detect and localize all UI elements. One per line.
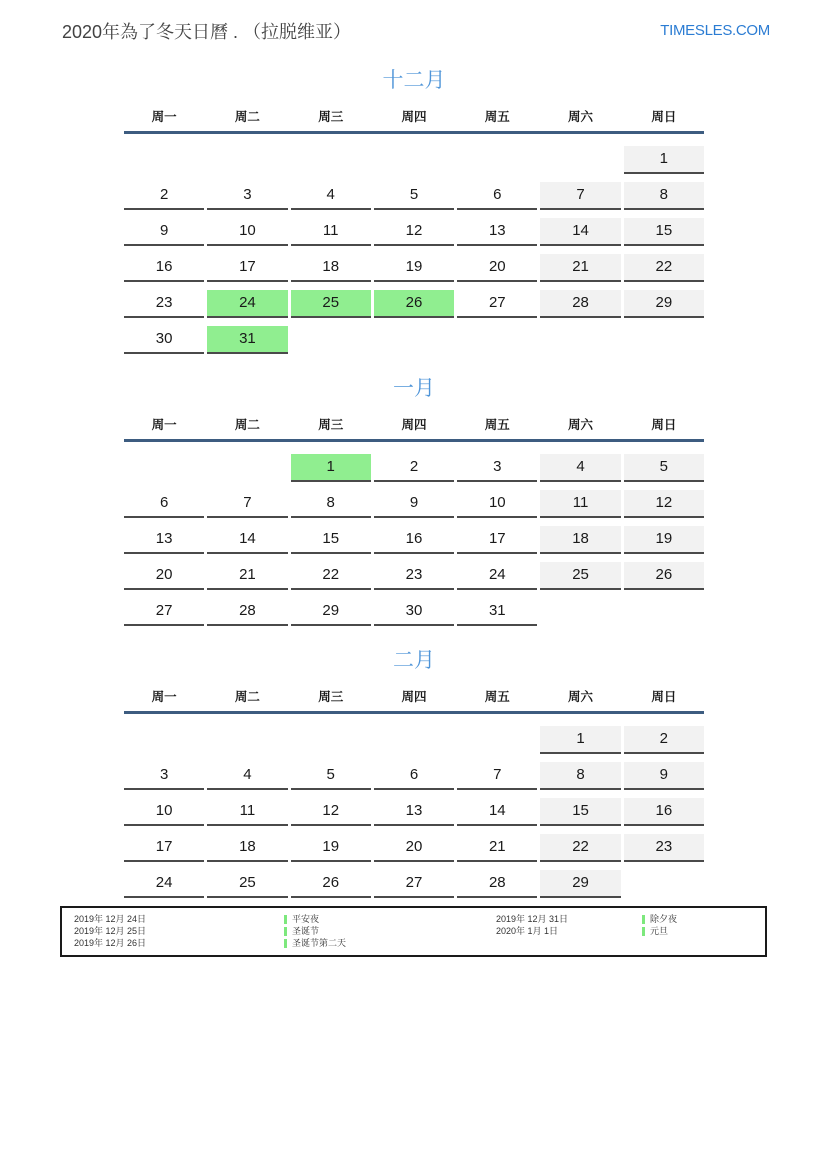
day-cell: 13 <box>457 218 537 246</box>
day-cell: 27 <box>457 290 537 318</box>
day-cell: 12 <box>291 798 371 826</box>
legend-holiday-text: 圣诞节 <box>292 926 320 936</box>
day-cell: 23 <box>124 290 204 318</box>
weekday-label: 周四 <box>401 690 427 704</box>
month-title: 十二月 <box>382 69 446 92</box>
weekday-label: 周日 <box>651 690 677 704</box>
legend-holiday <box>642 925 677 937</box>
month-grid <box>124 726 704 898</box>
empty-cell <box>540 146 620 174</box>
day-cell: 5 <box>624 454 704 482</box>
day-cell: 31 <box>457 598 537 626</box>
day-cell: 2 <box>624 726 704 754</box>
legend-holiday <box>284 913 346 925</box>
empty-cell <box>124 726 204 754</box>
weekday-label: 周六 <box>568 418 594 432</box>
weekday-label: 周四 <box>401 110 427 124</box>
day-cell: 7 <box>207 490 287 518</box>
day-cell: 28 <box>457 870 537 898</box>
day-cell: 25 <box>540 562 620 590</box>
weekday-label: 周一 <box>151 110 177 124</box>
day-cell: 22 <box>624 254 704 282</box>
day-cell: 17 <box>207 254 287 282</box>
legend-holiday <box>642 913 677 925</box>
day-cell: 23 <box>624 834 704 862</box>
day-cell: 18 <box>540 526 620 554</box>
site-logo-link[interactable]: TIMESLES.COM <box>660 22 770 39</box>
day-cell: 6 <box>124 490 204 518</box>
day-cell: 24 <box>207 290 287 318</box>
day-cell: 22 <box>291 562 371 590</box>
weekday-label: 周五 <box>484 110 510 124</box>
empty-cell <box>540 326 620 354</box>
day-cell: 15 <box>624 218 704 246</box>
day-cell: 23 <box>374 562 454 590</box>
day-cell: 28 <box>540 290 620 318</box>
empty-cell <box>291 726 371 754</box>
holiday-marker-icon <box>642 927 645 936</box>
legend-holiday-text: 圣诞节第二天 <box>292 938 347 948</box>
day-cell: 3 <box>457 454 537 482</box>
day-cell: 28 <box>207 598 287 626</box>
empty-cell <box>124 146 204 174</box>
day-cell: 5 <box>291 762 371 790</box>
day-cell: 12 <box>374 218 454 246</box>
day-cell: 10 <box>457 490 537 518</box>
empty-cell <box>374 726 454 754</box>
legend-holiday <box>284 937 346 949</box>
day-cell: 13 <box>374 798 454 826</box>
empty-cell <box>457 146 537 174</box>
empty-cell <box>374 326 454 354</box>
weekday-label: 周一 <box>151 690 177 704</box>
day-cell: 9 <box>124 218 204 246</box>
weekday-label: 周日 <box>651 110 677 124</box>
weekday-label: 周六 <box>568 690 594 704</box>
day-cell: 15 <box>291 526 371 554</box>
day-cell: 16 <box>624 798 704 826</box>
day-cell: 11 <box>291 218 371 246</box>
weekday-label: 周三 <box>318 110 344 124</box>
months <box>124 70 704 922</box>
day-cell: 11 <box>207 798 287 826</box>
day-cell: 20 <box>124 562 204 590</box>
day-cell: 10 <box>207 218 287 246</box>
weekday-header-row <box>124 690 704 714</box>
empty-cell <box>207 454 287 482</box>
month-title: 二月 <box>393 649 435 672</box>
day-cell: 18 <box>291 254 371 282</box>
day-cell: 24 <box>124 870 204 898</box>
page-title: 2020年為了冬天日曆 . （拉脱维亚） <box>62 22 352 42</box>
weekday-label: 周一 <box>151 418 177 432</box>
day-cell: 9 <box>624 762 704 790</box>
day-cell: 7 <box>457 762 537 790</box>
legend-holiday <box>284 925 346 937</box>
day-cell: 20 <box>374 834 454 862</box>
day-cell: 16 <box>124 254 204 282</box>
weekday-header-row <box>124 418 704 442</box>
month-2 <box>124 378 704 626</box>
day-cell: 29 <box>291 598 371 626</box>
weekday-label: 周二 <box>234 110 260 124</box>
empty-cell <box>624 326 704 354</box>
legend-date <box>74 925 146 937</box>
day-cell: 19 <box>374 254 454 282</box>
weekday-label: 周五 <box>484 418 510 432</box>
day-cell: 7 <box>540 182 620 210</box>
legend-dates-right <box>496 913 568 937</box>
empty-cell <box>291 326 371 354</box>
legend-holiday-text: 元旦 <box>650 926 669 936</box>
empty-cell <box>624 598 704 626</box>
day-cell: 8 <box>291 490 371 518</box>
day-cell: 29 <box>540 870 620 898</box>
day-cell: 30 <box>124 326 204 354</box>
weekday-label: 周日 <box>651 418 677 432</box>
day-cell: 22 <box>540 834 620 862</box>
empty-cell <box>457 726 537 754</box>
legend-dates-left <box>74 913 146 949</box>
day-cell: 19 <box>291 834 371 862</box>
legend-names-right <box>642 913 677 937</box>
day-cell: 26 <box>374 290 454 318</box>
day-cell: 4 <box>207 762 287 790</box>
day-cell: 21 <box>457 834 537 862</box>
day-cell: 4 <box>540 454 620 482</box>
month-title: 一月 <box>393 377 435 400</box>
holiday-marker-icon <box>642 915 645 924</box>
weekday-label: 周五 <box>484 690 510 704</box>
day-cell: 1 <box>624 146 704 174</box>
day-cell: 6 <box>374 762 454 790</box>
holiday-legend <box>60 906 767 957</box>
legend-date <box>496 925 568 937</box>
day-cell: 1 <box>540 726 620 754</box>
day-cell: 11 <box>540 490 620 518</box>
legend-date <box>496 913 568 925</box>
weekday-header-row <box>124 110 704 134</box>
day-cell: 26 <box>624 562 704 590</box>
weekday-label: 周六 <box>568 110 594 124</box>
day-cell: 30 <box>374 598 454 626</box>
weekday-label: 周二 <box>234 418 260 432</box>
day-cell: 14 <box>457 798 537 826</box>
empty-cell <box>374 146 454 174</box>
day-cell: 2 <box>124 182 204 210</box>
holiday-marker-icon <box>284 915 287 924</box>
empty-cell <box>457 326 537 354</box>
day-cell: 4 <box>291 182 371 210</box>
day-cell: 25 <box>207 870 287 898</box>
legend-date-text: 2020年 1月 1日 <box>496 926 559 936</box>
holiday-marker-icon <box>284 939 287 948</box>
month-1 <box>124 70 704 354</box>
day-cell: 8 <box>540 762 620 790</box>
weekday-label: 周三 <box>318 418 344 432</box>
day-cell: 27 <box>374 870 454 898</box>
day-cell: 18 <box>207 834 287 862</box>
empty-cell <box>624 870 704 898</box>
day-cell: 21 <box>207 562 287 590</box>
day-cell: 3 <box>207 182 287 210</box>
day-cell: 17 <box>457 526 537 554</box>
month-grid <box>124 146 704 354</box>
empty-cell <box>291 146 371 174</box>
day-cell: 26 <box>291 870 371 898</box>
day-cell: 14 <box>207 526 287 554</box>
month-3 <box>124 650 704 898</box>
day-cell: 6 <box>457 182 537 210</box>
weekday-label: 周四 <box>401 418 427 432</box>
day-cell: 2 <box>374 454 454 482</box>
empty-cell <box>207 726 287 754</box>
day-cell: 3 <box>124 762 204 790</box>
legend-date-text: 2019年 12月 26日 <box>74 938 147 948</box>
day-cell: 20 <box>457 254 537 282</box>
weekday-label: 周三 <box>318 690 344 704</box>
legend-names-left <box>284 913 346 949</box>
legend-date-text: 2019年 12月 31日 <box>496 914 569 924</box>
day-cell: 17 <box>124 834 204 862</box>
day-cell: 13 <box>124 526 204 554</box>
day-cell: 5 <box>374 182 454 210</box>
day-cell: 24 <box>457 562 537 590</box>
day-cell: 29 <box>624 290 704 318</box>
day-cell: 14 <box>540 218 620 246</box>
month-grid <box>124 454 704 626</box>
holiday-marker-icon <box>284 927 287 936</box>
legend-date-text: 2019年 12月 25日 <box>74 926 147 936</box>
day-cell: 10 <box>124 798 204 826</box>
day-cell: 25 <box>291 290 371 318</box>
day-cell: 31 <box>207 326 287 354</box>
weekday-label: 周二 <box>234 690 260 704</box>
day-cell: 1 <box>291 454 371 482</box>
empty-cell <box>540 598 620 626</box>
day-cell: 12 <box>624 490 704 518</box>
day-cell: 8 <box>624 182 704 210</box>
legend-date-text: 2019年 12月 24日 <box>74 914 147 924</box>
empty-cell <box>207 146 287 174</box>
legend-date <box>74 913 146 925</box>
day-cell: 19 <box>624 526 704 554</box>
empty-cell <box>124 454 204 482</box>
day-cell: 15 <box>540 798 620 826</box>
day-cell: 21 <box>540 254 620 282</box>
day-cell: 16 <box>374 526 454 554</box>
day-cell: 27 <box>124 598 204 626</box>
legend-holiday-text: 除夕夜 <box>650 914 678 924</box>
day-cell: 9 <box>374 490 454 518</box>
legend-holiday-text: 平安夜 <box>292 914 320 924</box>
legend-date <box>74 937 146 949</box>
